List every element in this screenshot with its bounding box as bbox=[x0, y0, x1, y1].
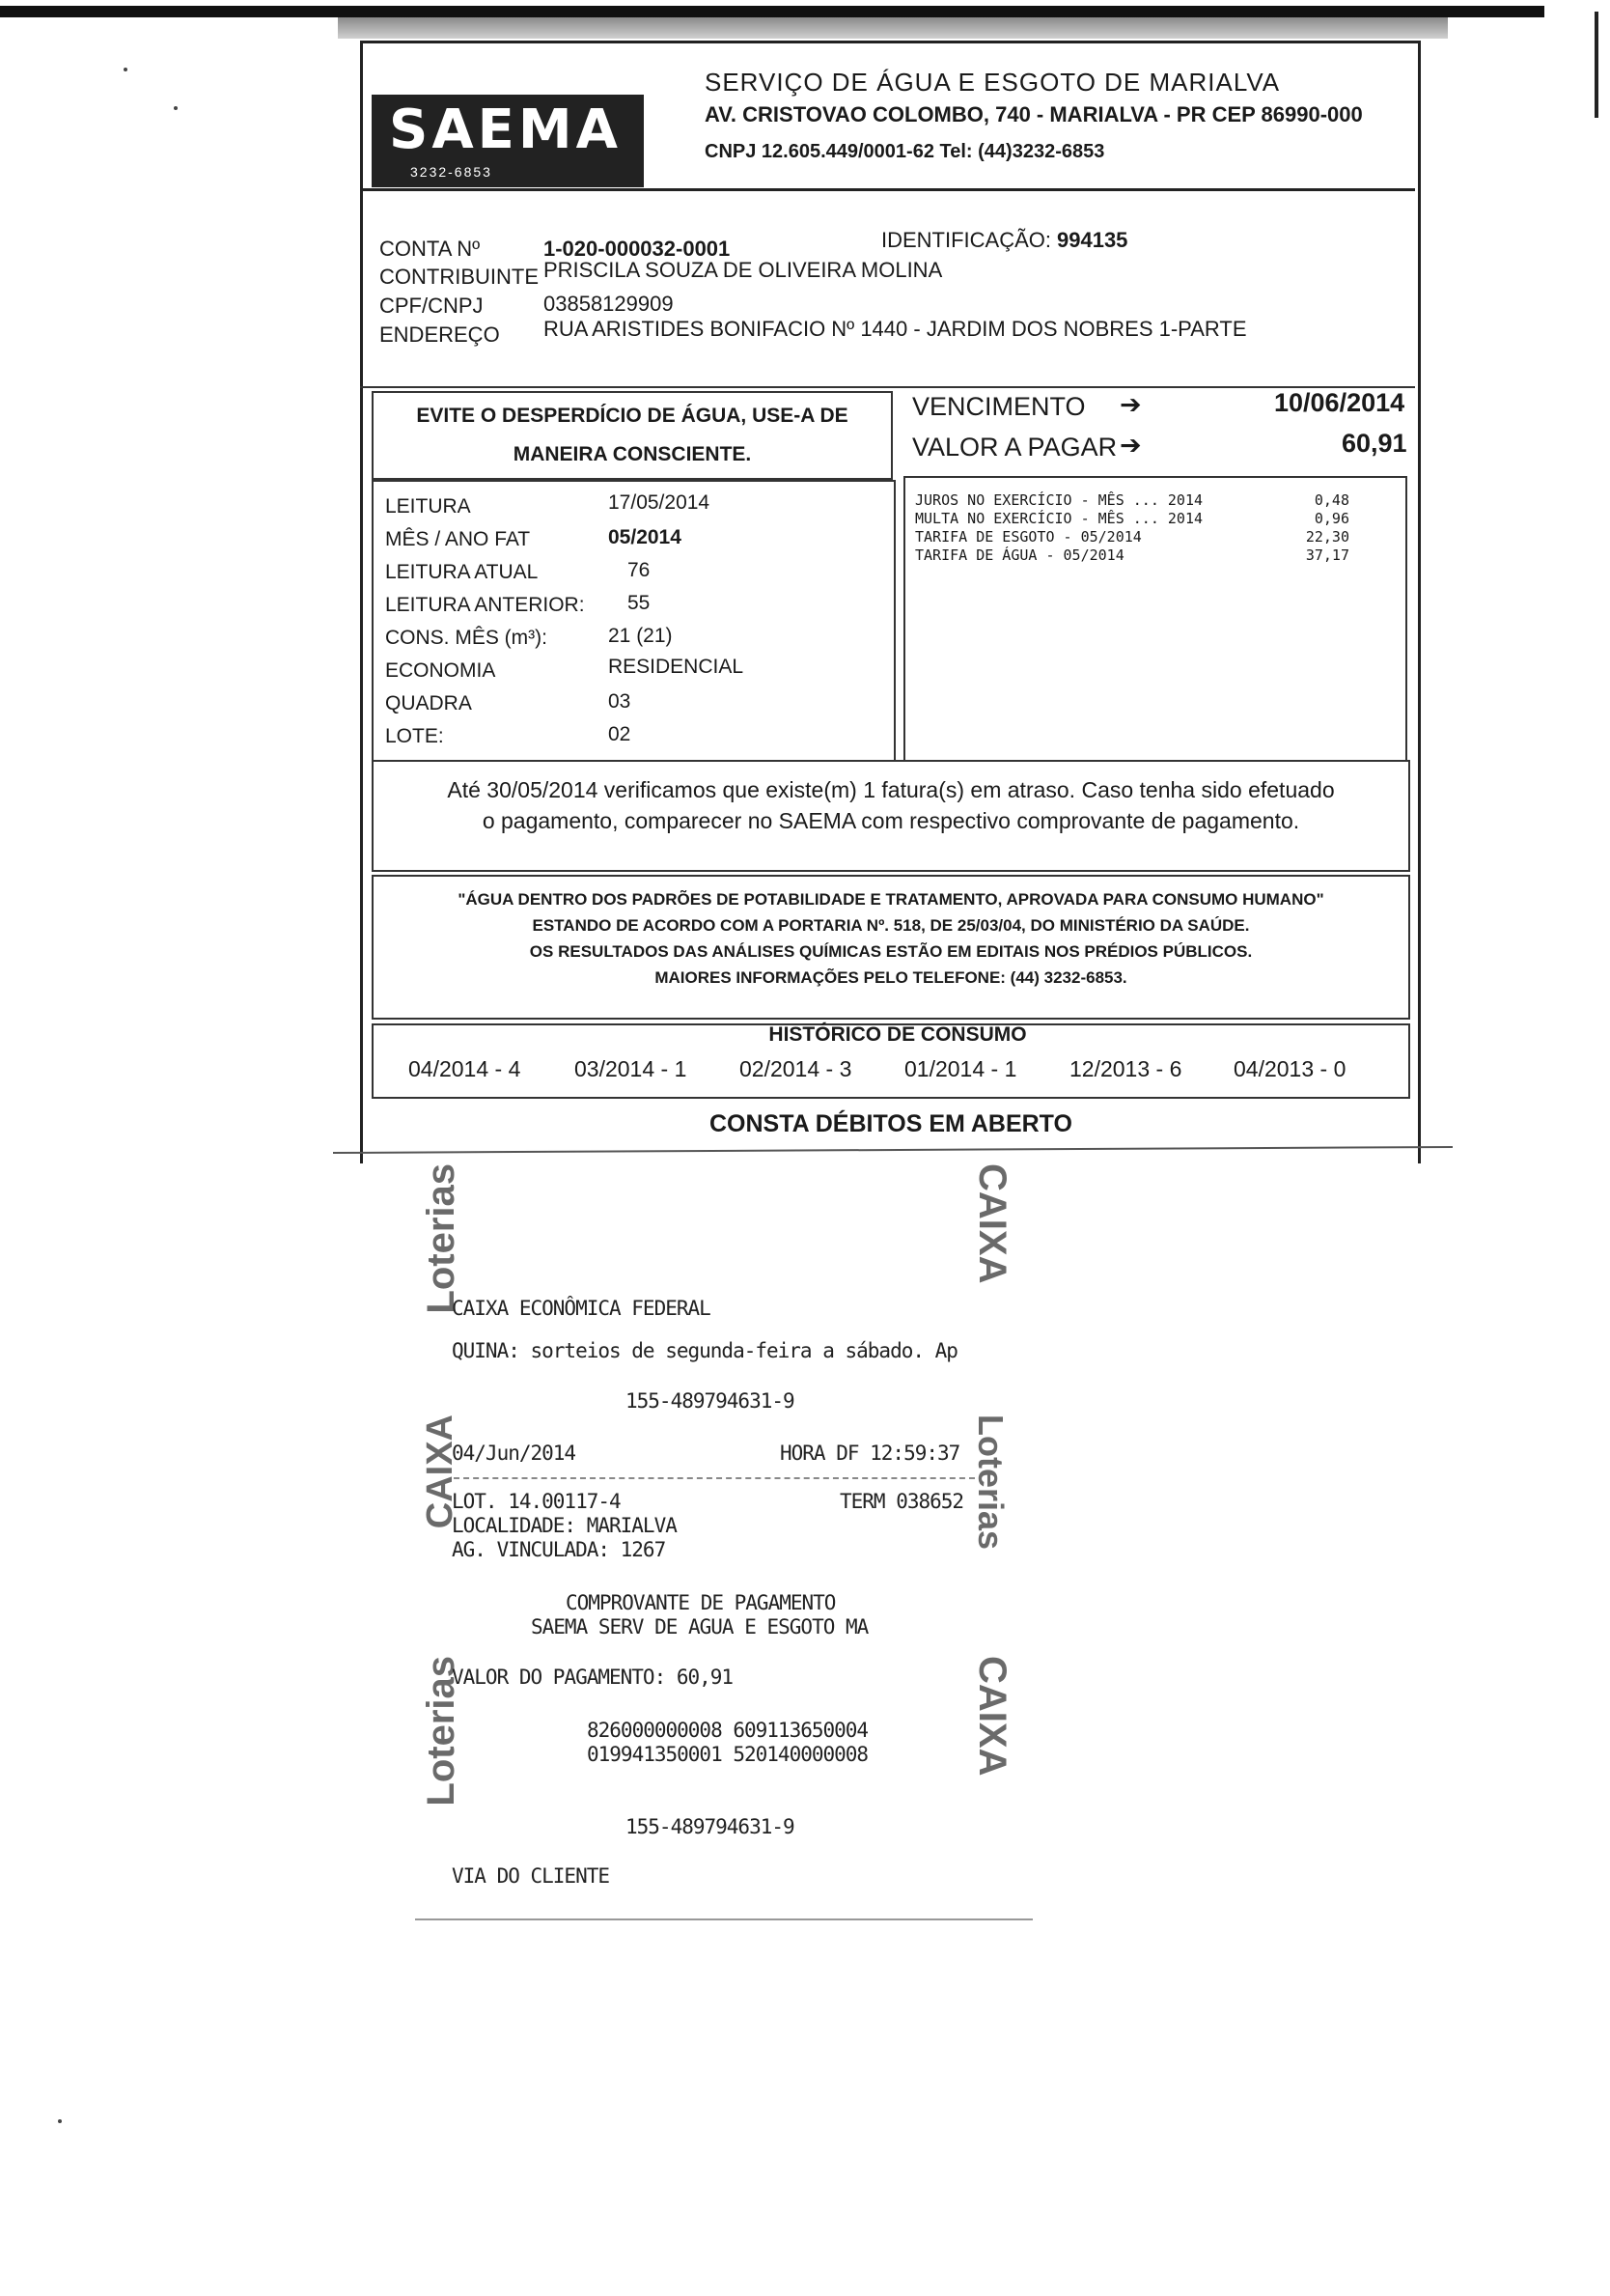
reading-label: LEITURA bbox=[385, 495, 471, 518]
watermark-caixa: CAIXA bbox=[420, 1414, 460, 1529]
watermark-loterias: Loterias bbox=[420, 1163, 462, 1314]
charge-row bbox=[915, 491, 1398, 509]
receipt-agencia: AG. VINCULADA: 1267 bbox=[452, 1538, 666, 1561]
valor-value: 60,91 bbox=[1342, 429, 1407, 458]
potability-line: ESTANDO DE ACORDO COM A PORTARIA Nº. 518, DE 25/03/04, DO MINISTÉRIO DA SAÚDE. bbox=[532, 916, 1250, 935]
watermark-caixa: CAIXA bbox=[971, 1656, 1013, 1777]
receipt-divider bbox=[454, 1477, 975, 1479]
receipt-lot: LOT. 14.00117-4 bbox=[452, 1490, 621, 1513]
reading-value: 55 bbox=[627, 592, 651, 614]
charge-row bbox=[915, 510, 1398, 527]
reading-label: QUADRA bbox=[385, 692, 472, 714]
scan-speck bbox=[58, 2119, 62, 2123]
vencimento-label: VENCIMENTO bbox=[912, 392, 1086, 421]
receipt-localidade: LOCALIDADE: MARIALVA bbox=[452, 1514, 677, 1537]
history-item: 03/2014 - 1 bbox=[574, 1056, 687, 1081]
receipt-date: 04/Jun/2014 bbox=[452, 1442, 576, 1465]
receipt-barcode-line: 826000000008 609113650004 bbox=[587, 1719, 869, 1742]
account-divider bbox=[360, 386, 1415, 388]
reading-value: 76 bbox=[627, 559, 651, 581]
charge-desc: TARIFA DE ESGOTO - 05/2014 bbox=[915, 528, 1142, 546]
tip-line-1: EVITE O DESPERDÍCIO DE ÁGUA, USE-A DE bbox=[416, 405, 848, 427]
receipt-term: TERM 038652 bbox=[840, 1490, 964, 1513]
scan-top-bar bbox=[0, 6, 1544, 17]
reading-label: LEITURA ATUAL bbox=[385, 561, 539, 583]
reading-label: LOTE: bbox=[385, 725, 444, 747]
header-divider bbox=[360, 188, 1415, 191]
company-address: AV. CRISTOVAO COLOMBO, 740 - MARIALVA - PR CEP 86990-000 bbox=[705, 102, 1363, 126]
reading-value: 05/2014 bbox=[608, 526, 681, 548]
receipt-amount: VALOR DO PAGAMENTO: 60,91 bbox=[452, 1666, 734, 1689]
receipt-bottom-edge bbox=[415, 1918, 1033, 1920]
reading-label: LEITURA ANTERIOR: bbox=[385, 594, 585, 616]
charge-row bbox=[915, 528, 1398, 546]
endereco-label: ENDEREÇO bbox=[379, 322, 500, 347]
reading-label: MÊS / ANO FAT bbox=[385, 528, 531, 550]
vencimento-arrow-icon: ➔ bbox=[1120, 390, 1142, 419]
charge-desc: TARIFA DE ÁGUA - 05/2014 bbox=[915, 546, 1124, 564]
scan-speck bbox=[124, 68, 127, 71]
potability-line: MAIORES INFORMAÇÕES PELO TELEFONE: (44) 3232-6853. bbox=[654, 968, 1127, 987]
scan-right-mark bbox=[1595, 12, 1598, 118]
reading-box bbox=[372, 480, 896, 762]
reading-value: 03 bbox=[608, 690, 631, 713]
charge-amount: 0,48 bbox=[1314, 491, 1349, 509]
watermark-caixa: CAIXA bbox=[971, 1163, 1013, 1284]
contrib-label: CONTRIBUINTE bbox=[379, 265, 539, 289]
saema-logo bbox=[372, 95, 644, 187]
receipt-auth: 155-489794631-9 bbox=[625, 1815, 794, 1838]
history-item: 02/2014 - 3 bbox=[739, 1056, 852, 1081]
payment-receipt bbox=[415, 1154, 1033, 1936]
receipt-promo: QUINA: sorteios de segunda-feira a sábado. Ap bbox=[452, 1339, 958, 1362]
logo-phone: 3232-6853 bbox=[410, 164, 492, 180]
watermark-loterias: Loterias bbox=[420, 1656, 462, 1806]
ident-value: 994135 bbox=[1057, 228, 1128, 252]
valor-label: VALOR A PAGAR bbox=[912, 433, 1118, 462]
ident-label: IDENTIFICAÇÃO: bbox=[881, 228, 1052, 252]
receipt-time: HORA DF 12:59:37 bbox=[780, 1442, 960, 1465]
potability-line: "ÁGUA DENTRO DOS PADRÕES DE POTABILIDADE E TRATAMENTO, APROVADA PARA CONSUMO HUMANO" bbox=[458, 890, 1324, 909]
contrib-value: PRISCILA SOUZA DE OLIVEIRA MOLINA bbox=[543, 258, 943, 282]
cpf-value: 03858129909 bbox=[543, 292, 674, 316]
conta-label: CONTA Nº bbox=[379, 237, 481, 261]
receipt-payee: SAEMA SERV DE AGUA E ESGOTO MA bbox=[531, 1615, 869, 1638]
open-debts-notice: CONSTA DÉBITOS EM ABERTO bbox=[709, 1110, 1072, 1137]
company-cnpj-tel: CNPJ 12.605.449/0001-62 Tel: (44)3232-6853 bbox=[705, 141, 1105, 162]
potability-box bbox=[372, 875, 1410, 1020]
history-title: HISTÓRICO DE CONSUMO bbox=[768, 1023, 1027, 1046]
charge-amount: 0,96 bbox=[1314, 510, 1349, 527]
conta-value: 1-020-000032-0001 bbox=[543, 237, 731, 261]
charges-box bbox=[903, 476, 1407, 762]
potability-line: OS RESULTADOS DAS ANÁLISES QUÍMICAS ESTÃO EM EDITAIS NOS PRÉDIOS PÚBLICOS. bbox=[529, 942, 1253, 961]
history-item: 04/2013 - 0 bbox=[1234, 1056, 1346, 1081]
receipt-via: VIA DO CLIENTE bbox=[452, 1864, 610, 1888]
scan-top-shade bbox=[338, 17, 1448, 39]
charge-desc: JUROS NO EXERCÍCIO - MÊS ... 2014 bbox=[915, 491, 1204, 509]
charge-row bbox=[915, 546, 1398, 564]
receipt-auth: 155-489794631-9 bbox=[625, 1389, 794, 1413]
late-notice-line-1: Até 30/05/2014 verificamos que existe(m) 1 fatura(s) em atraso. Caso tenha sido efetuado bbox=[447, 777, 1335, 802]
history-item: 12/2013 - 6 bbox=[1069, 1056, 1182, 1081]
reading-label: ECONOMIA bbox=[385, 659, 496, 682]
history-item: 01/2014 - 1 bbox=[904, 1056, 1017, 1081]
scan-speck bbox=[174, 106, 178, 110]
reading-label: CONS. MÊS (m³): bbox=[385, 627, 547, 649]
reading-value: RESIDENCIAL bbox=[608, 656, 744, 678]
receipt-barcode-line: 019941350001 520140000008 bbox=[587, 1743, 869, 1766]
charge-amount: 37,17 bbox=[1305, 546, 1349, 564]
water-tip-box bbox=[372, 391, 893, 480]
reading-value: 02 bbox=[608, 723, 631, 745]
watermark-loterias: Loterias bbox=[971, 1414, 1011, 1551]
receipt-bank: CAIXA ECONÔMICA FEDERAL bbox=[452, 1297, 710, 1320]
logo-text: SAEMA bbox=[389, 98, 622, 161]
receipt-title: COMPROVANTE DE PAGAMENTO bbox=[566, 1591, 836, 1614]
charge-desc: MULTA NO EXERCÍCIO - MÊS ... 2014 bbox=[915, 510, 1204, 527]
vencimento-value: 10/06/2014 bbox=[1274, 388, 1405, 417]
tip-line-2: MANEIRA CONSCIENTE. bbox=[513, 443, 752, 465]
valor-arrow-icon: ➔ bbox=[1120, 431, 1142, 460]
cpf-label: CPF/CNPJ bbox=[379, 294, 484, 318]
late-notice-box bbox=[372, 760, 1410, 872]
late-notice-line-2: o pagamento, comparecer no SAEMA com respectivo comprovante de pagamento. bbox=[482, 808, 1300, 833]
charge-amount: 22,30 bbox=[1305, 528, 1349, 546]
company-name: SERVIÇO DE ÁGUA E ESGOTO DE MARIALVA bbox=[705, 68, 1281, 97]
history-item: 04/2014 - 4 bbox=[408, 1056, 521, 1081]
reading-value: 17/05/2014 bbox=[608, 491, 710, 514]
reading-value: 21 (21) bbox=[608, 625, 673, 647]
endereco-value: RUA ARISTIDES BONIFACIO Nº 1440 - JARDIM DOS NOBRES 1-PARTE bbox=[543, 317, 1247, 341]
